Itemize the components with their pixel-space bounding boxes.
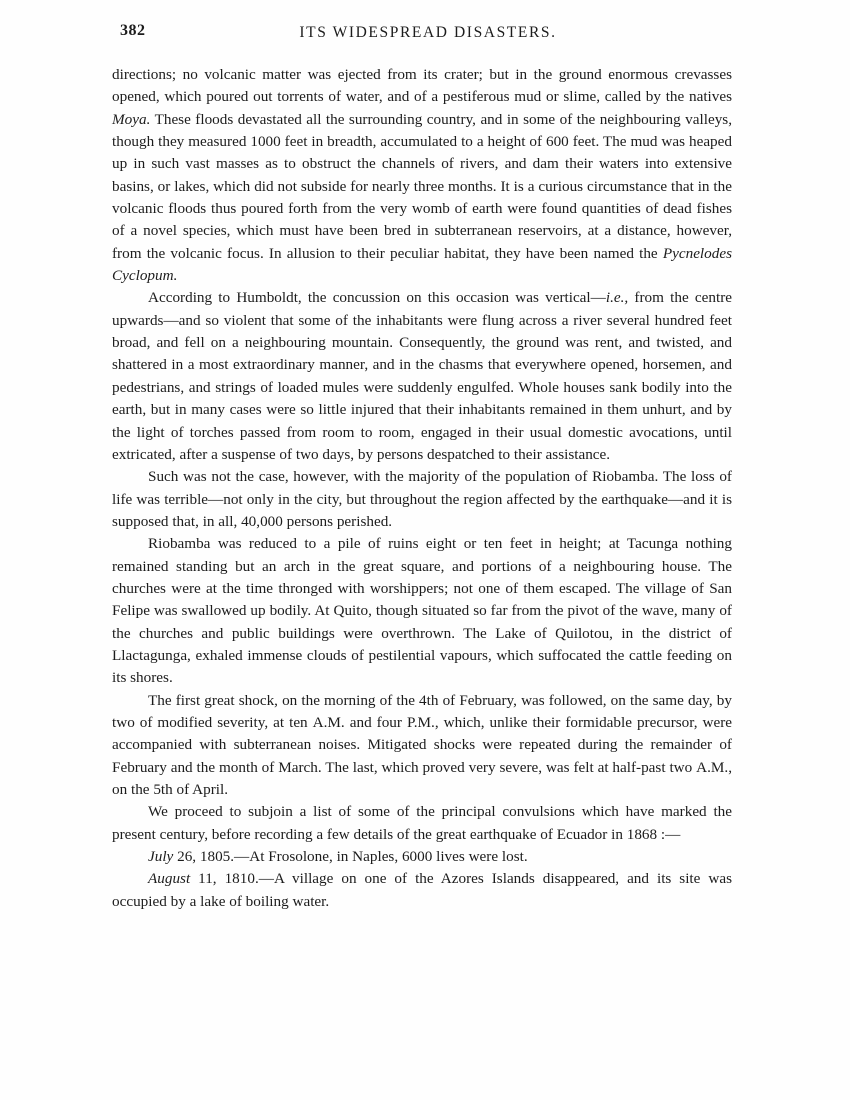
paragraph-text: on the 5th of April. (112, 781, 229, 798)
page-header (120, 22, 736, 46)
term-moya: Moya. (112, 110, 151, 128)
paragraph-text: The first great shock, on the morning of the 4th of February, was followed, on the same day, by two of modified severity, at ten (112, 691, 732, 731)
species-name: Pycnelodes Cyclopum. (112, 244, 732, 285)
running-head: ITS WIDESPREAD DISASTERS. (299, 24, 557, 41)
time-am: A.M. (312, 713, 345, 731)
list-entry-1805 (112, 846, 732, 868)
paragraph-riobamba-loss: Such was not the case, however, with the majority of the population of Riobamba. The loss of life was terrible—not only in the city, but throughout the region affected by the earthquake—and it is supposed that, in all, 40,000 persons perished. (112, 468, 732, 530)
paragraph-text: These floods devastated all the surrounding country, and in some of the neighbouring valleys, though they measured 1000 feet in breadth, accumulated to a height of 600 feet. The mud was heaped up in such vast masses as to obstruct the channels of rivers, and dam their waters into extensive basins, or lakes, which did not subside for nearly three months. It is a curious circumstance that in the volcanic floods thus poured forth from the very womb of earth were found quantities of dead fishes of a novel species, which must have been bred in subterranean reservoirs, at a distance, however, from the volcanic focus. In allusion to their peculiar habitat, they have been named the (112, 110, 732, 262)
paragraph-text: and four (344, 713, 407, 731)
paragraph-text: directions; no volcanic matter was ejected from its crater; but in the ground enormous crevasses opened, which poured out torrents of water, and of a pestiferous mud or slime, called by the natives (112, 66, 732, 106)
paragraph-text: According to Humboldt, the concussion on this occasion was vertical— (148, 289, 606, 307)
entry-text: 11, 1810.—A village on one of the Azores Islands disappeared, and its site was occupied by a lake of boiling water. (112, 870, 732, 910)
list-entry-1810 (112, 868, 732, 913)
paragraph-text: which, unlike their formidable precursor, were accompanied with subterranean noises. Mitigated shocks were repeated during the remainder of February and the month of March. The last, which proved very severe, was felt at half-past two (112, 713, 732, 776)
page-body (112, 64, 732, 913)
paragraph-riobamba-ruins: Riobamba was reduced to a pile of ruins eight or ten feet in height; at Tacunga nothing remained standing but an arch in the great square, and portions of a neighbouring house. The churches were at the time thronged with worshippers; not one of them escaped. The village of San Felipe was swallowed up bodily. At Quito, though situated so far from the pivot of the wave, many of the churches and public buildings were overthrown. The Lake of Quilotou, in the district of Llactagunga, exhaled immense clouds of pestilential vapours, which suffocated the cattle feeding on its shores. (112, 535, 732, 687)
paragraph-first-shock (112, 690, 732, 802)
paragraph-moya-floods (112, 64, 732, 287)
abbr-ie: i.e., (605, 289, 629, 307)
paragraph-text: from the centre upwards—and so violent that some of the inhabitants were flung across a river several hundred feet broad, and fell on a neighbouring mountain. Consequently, the ground was rent, and twisted, and shattered in a most extraordinary manner, and in the chasms that everywhere opened, horsemen, and pedestrians, and strings of loaded mules were suddenly engulfed. Whole houses sank bodily into the earth, but in many cases were so little injured that their inhabitants remained in them unhurt, and by the light of torches passed from room to room, engaged in their usual domestic avocations, until extricated, after a suspense of two days, by persons despatched to their assistance. (112, 289, 732, 463)
paragraph-list-intro: We proceed to subjoin a list of some of the principal convulsions which have marked the present century, before recording a few details of the great earthquake of Ecuador in 1868 :— (112, 803, 732, 843)
paragraph-humboldt (112, 287, 732, 466)
entry-text: 26, 1805.—At Frosolone, in Naples, 6000 lives were lost. (173, 848, 528, 866)
time-pm: P.M., (406, 713, 439, 731)
time-am: A.M., (696, 758, 732, 776)
page-number: 382 (120, 22, 146, 39)
entry-date: August (148, 870, 191, 888)
entry-date: July (148, 848, 174, 866)
